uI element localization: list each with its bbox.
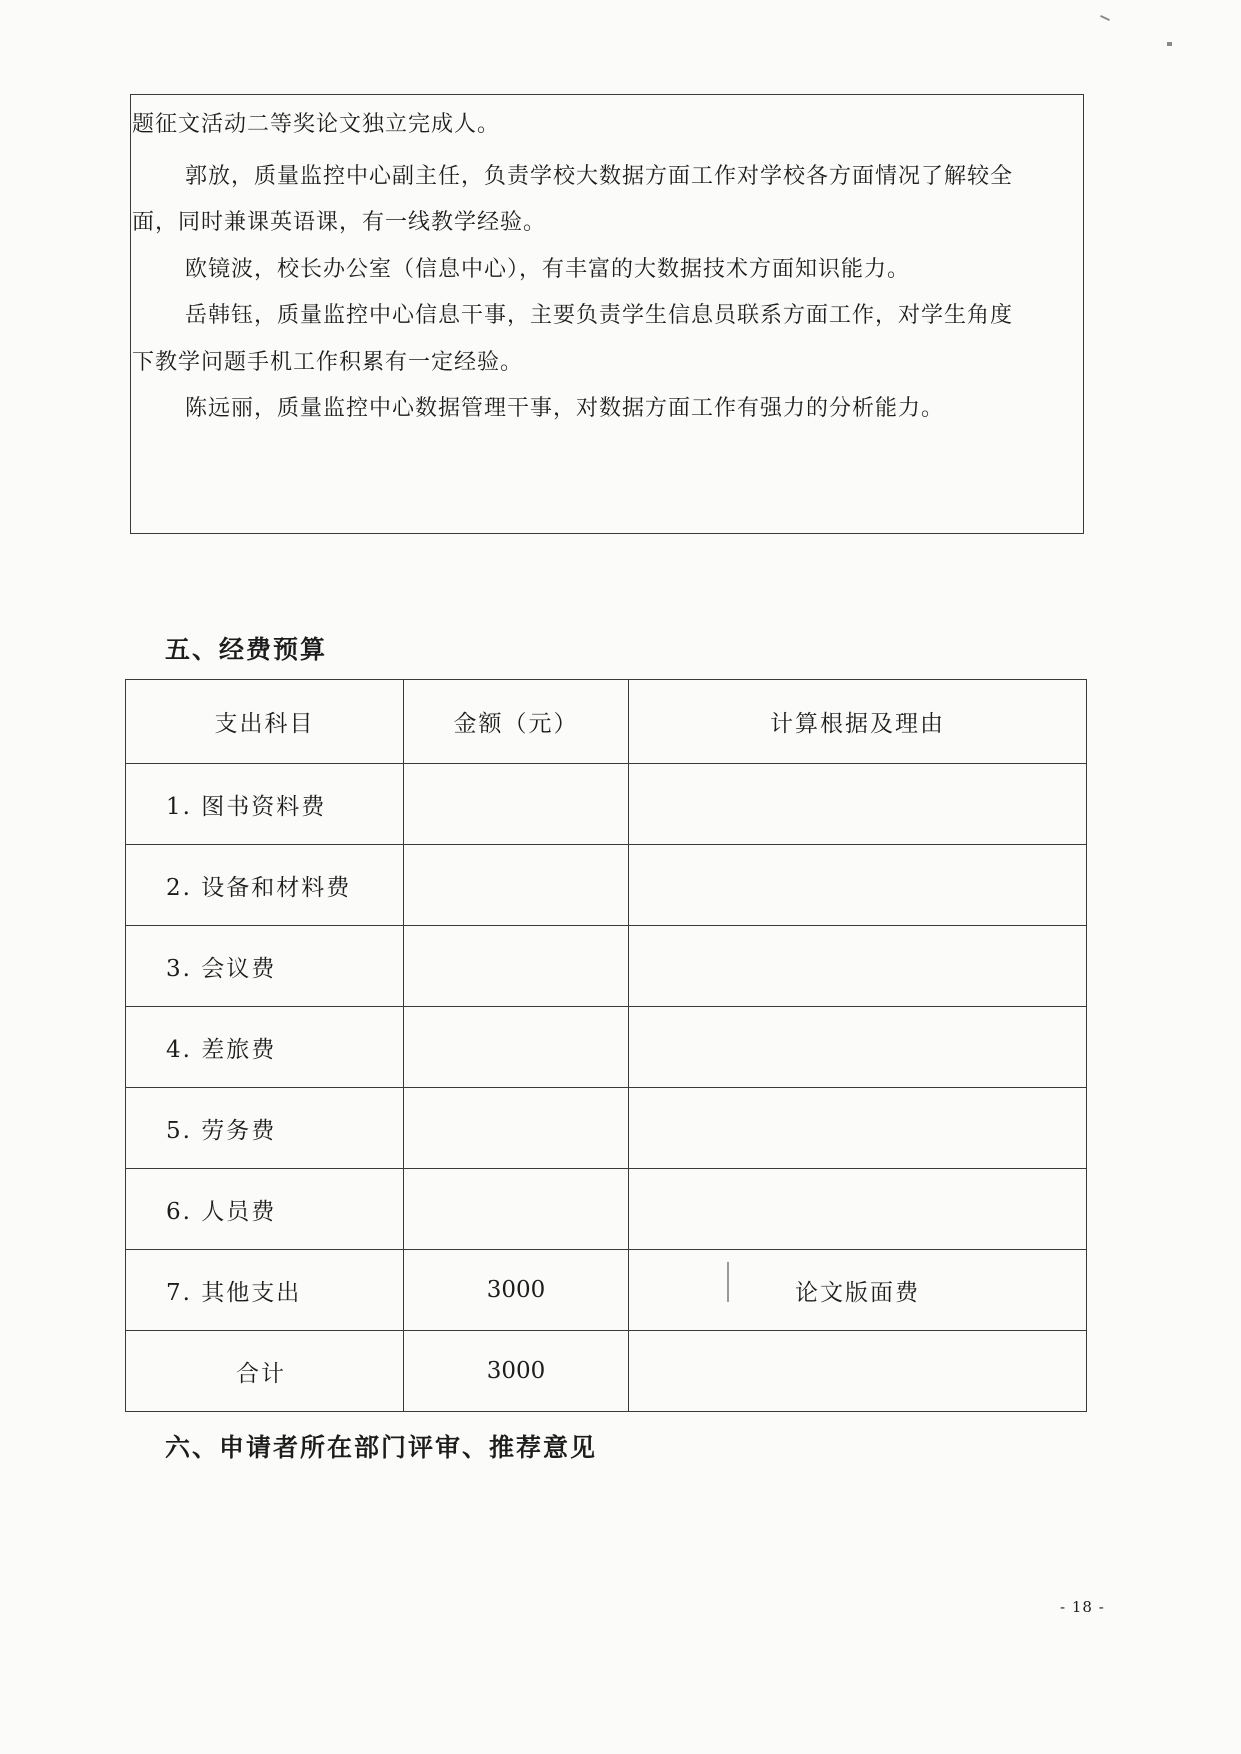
row-reason — [629, 764, 1087, 845]
table-row — [126, 1007, 1087, 1088]
scan-mark — [1100, 15, 1110, 21]
row-item: 2. 设备和材料费 — [126, 845, 404, 926]
header-reason: 计算根据及理由 — [629, 680, 1087, 764]
row-item: 1. 图书资料费 — [126, 764, 404, 845]
personnel-text-box — [130, 94, 1084, 534]
personnel-line: 郭放，质量监控中心副主任，负责学校大数据方面工作对学校各方面情况了解较全 — [185, 164, 1014, 189]
row-amount — [404, 1007, 629, 1088]
row-reason — [629, 926, 1087, 1007]
section-5-heading: 五、经费预算 — [165, 635, 328, 664]
section-6-heading: 六、申请者所在部门评审、推荐意见 — [165, 1433, 598, 1462]
table-row — [126, 926, 1087, 1007]
row-item: 6. 人员费 — [126, 1169, 404, 1250]
personnel-line: 下教学问题手机工作积累有一定经验。 — [132, 350, 524, 375]
table-row-total — [126, 1331, 1087, 1412]
personnel-line: 题征文活动二等奖论文独立完成人。 — [132, 112, 501, 137]
row-item: 5. 劳务费 — [126, 1088, 404, 1169]
table-row — [126, 1250, 1087, 1331]
row-amount — [404, 926, 629, 1007]
personnel-line: 陈远丽，质量监控中心数据管理干事，对数据方面工作有强力的分析能力。 — [185, 396, 945, 421]
row-item-total: 合计 — [126, 1331, 404, 1412]
row-amount — [404, 845, 629, 926]
row-amount — [404, 1169, 629, 1250]
budget-table-header-row — [126, 680, 1087, 764]
personnel-line: 欧镜波，校长办公室（信息中心），有丰富的大数据技术方面知识能力。 — [185, 257, 911, 282]
row-amount — [404, 764, 629, 845]
row-item: 3. 会议费 — [126, 926, 404, 1007]
scan-mark — [1167, 42, 1172, 46]
table-row — [126, 1088, 1087, 1169]
budget-table — [125, 679, 1087, 1412]
row-reason — [629, 1007, 1087, 1088]
scan-mark — [727, 1262, 729, 1302]
row-reason: 论文版面费 — [629, 1250, 1087, 1331]
personnel-line: 岳韩钰，质量监控中心信息干事，主要负责学生信息员联系方面工作，对学生角度 — [185, 303, 1014, 328]
row-amount — [404, 1088, 629, 1169]
row-reason — [629, 1088, 1087, 1169]
row-reason — [629, 1169, 1087, 1250]
table-row — [126, 1169, 1087, 1250]
table-row — [126, 764, 1087, 845]
page-number: - 18 - — [1060, 1598, 1105, 1616]
header-amount: 金额（元） — [404, 680, 629, 764]
row-reason — [629, 845, 1087, 926]
row-amount-total: 3000 — [404, 1331, 629, 1412]
table-row — [126, 845, 1087, 926]
personnel-line: 面，同时兼课英语课，有一线教学经验。 — [132, 210, 547, 235]
row-reason-total — [629, 1331, 1087, 1412]
row-item: 4. 差旅费 — [126, 1007, 404, 1088]
row-amount: 3000 — [404, 1250, 629, 1331]
row-item: 7. 其他支出 — [126, 1250, 404, 1331]
header-item: 支出科目 — [126, 680, 404, 764]
